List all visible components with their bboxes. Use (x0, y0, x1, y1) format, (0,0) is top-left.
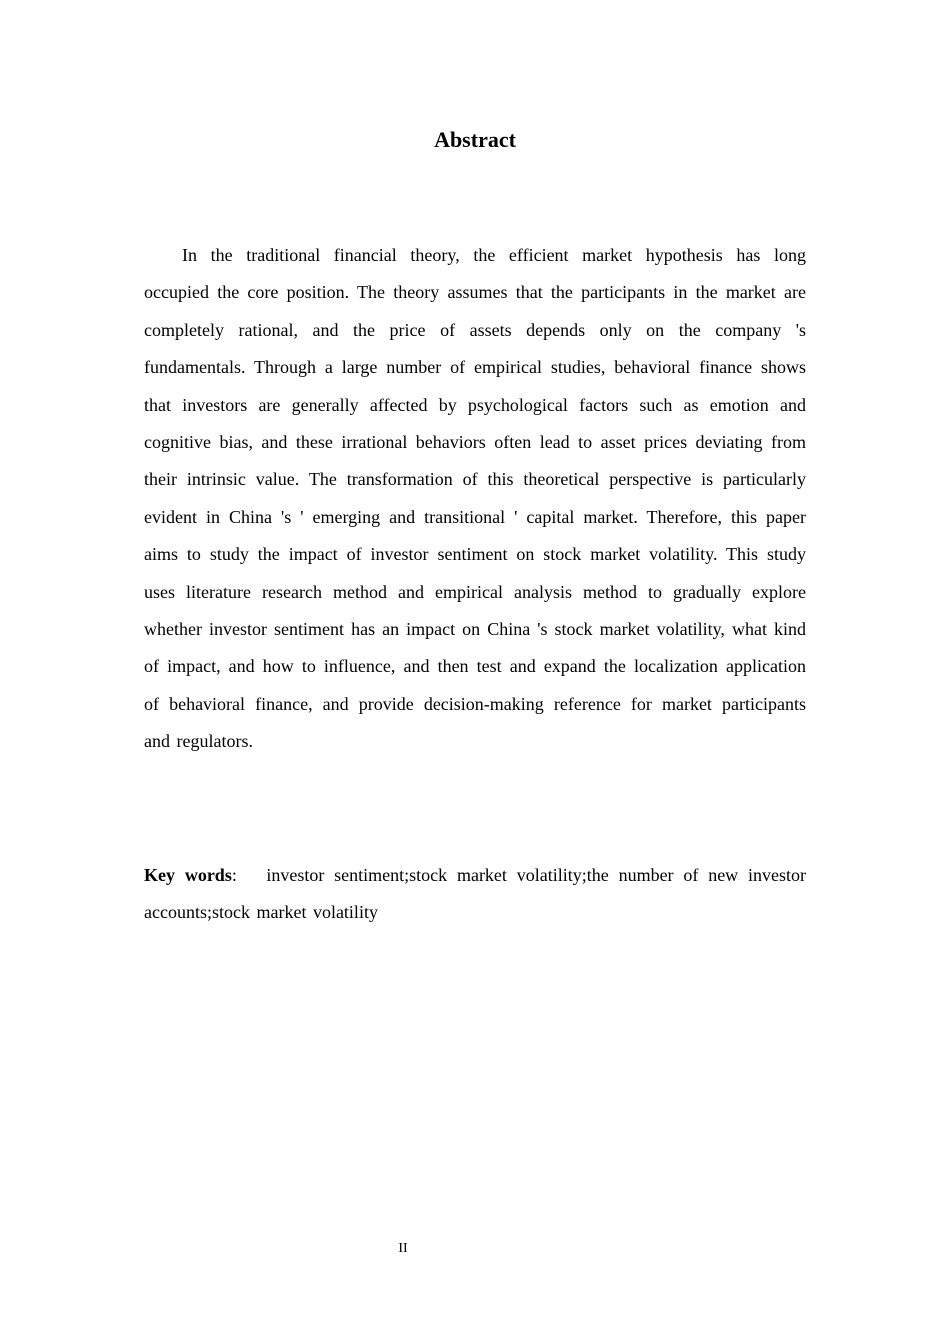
abstract-title: Abstract (434, 127, 516, 152)
keywords-separator: : (231, 865, 237, 885)
keywords-text: investor sentiment;stock market volatility;the number of new investor accounts;stock market volatility (144, 865, 806, 923)
page-number: II (398, 1241, 408, 1256)
keywords-label: Key words (144, 865, 232, 885)
keywords-line (144, 857, 806, 932)
abstract-body: In the traditional financial theory, the efficient market hypothesis has long occupied the core position. The theory assumes that the participants in the market are completely rational, and the price of assets depends only on the company 's fundamentals. Through a large number of empirical studies, behavioral finance shows that investors are generally affected by psychological factors such as emotion and cognitive bias, and these irrational behaviors often lead to asset prices deviating from their intrinsic value. The transformation of this theoretical perspective is particularly evident in China 's ' emerging and transitional ' capital market. Therefore, this paper aims to study the impact of investor sentiment on stock market volatility. This study uses literature research method and empirical analysis method to gradually explore whether investor sentiment has an impact on China 's stock market volatility, what kind of impact, and how to influence, and then test and expand the localization application of behavioral finance, and provide decision-making reference for market participants and regulators. (144, 245, 806, 752)
